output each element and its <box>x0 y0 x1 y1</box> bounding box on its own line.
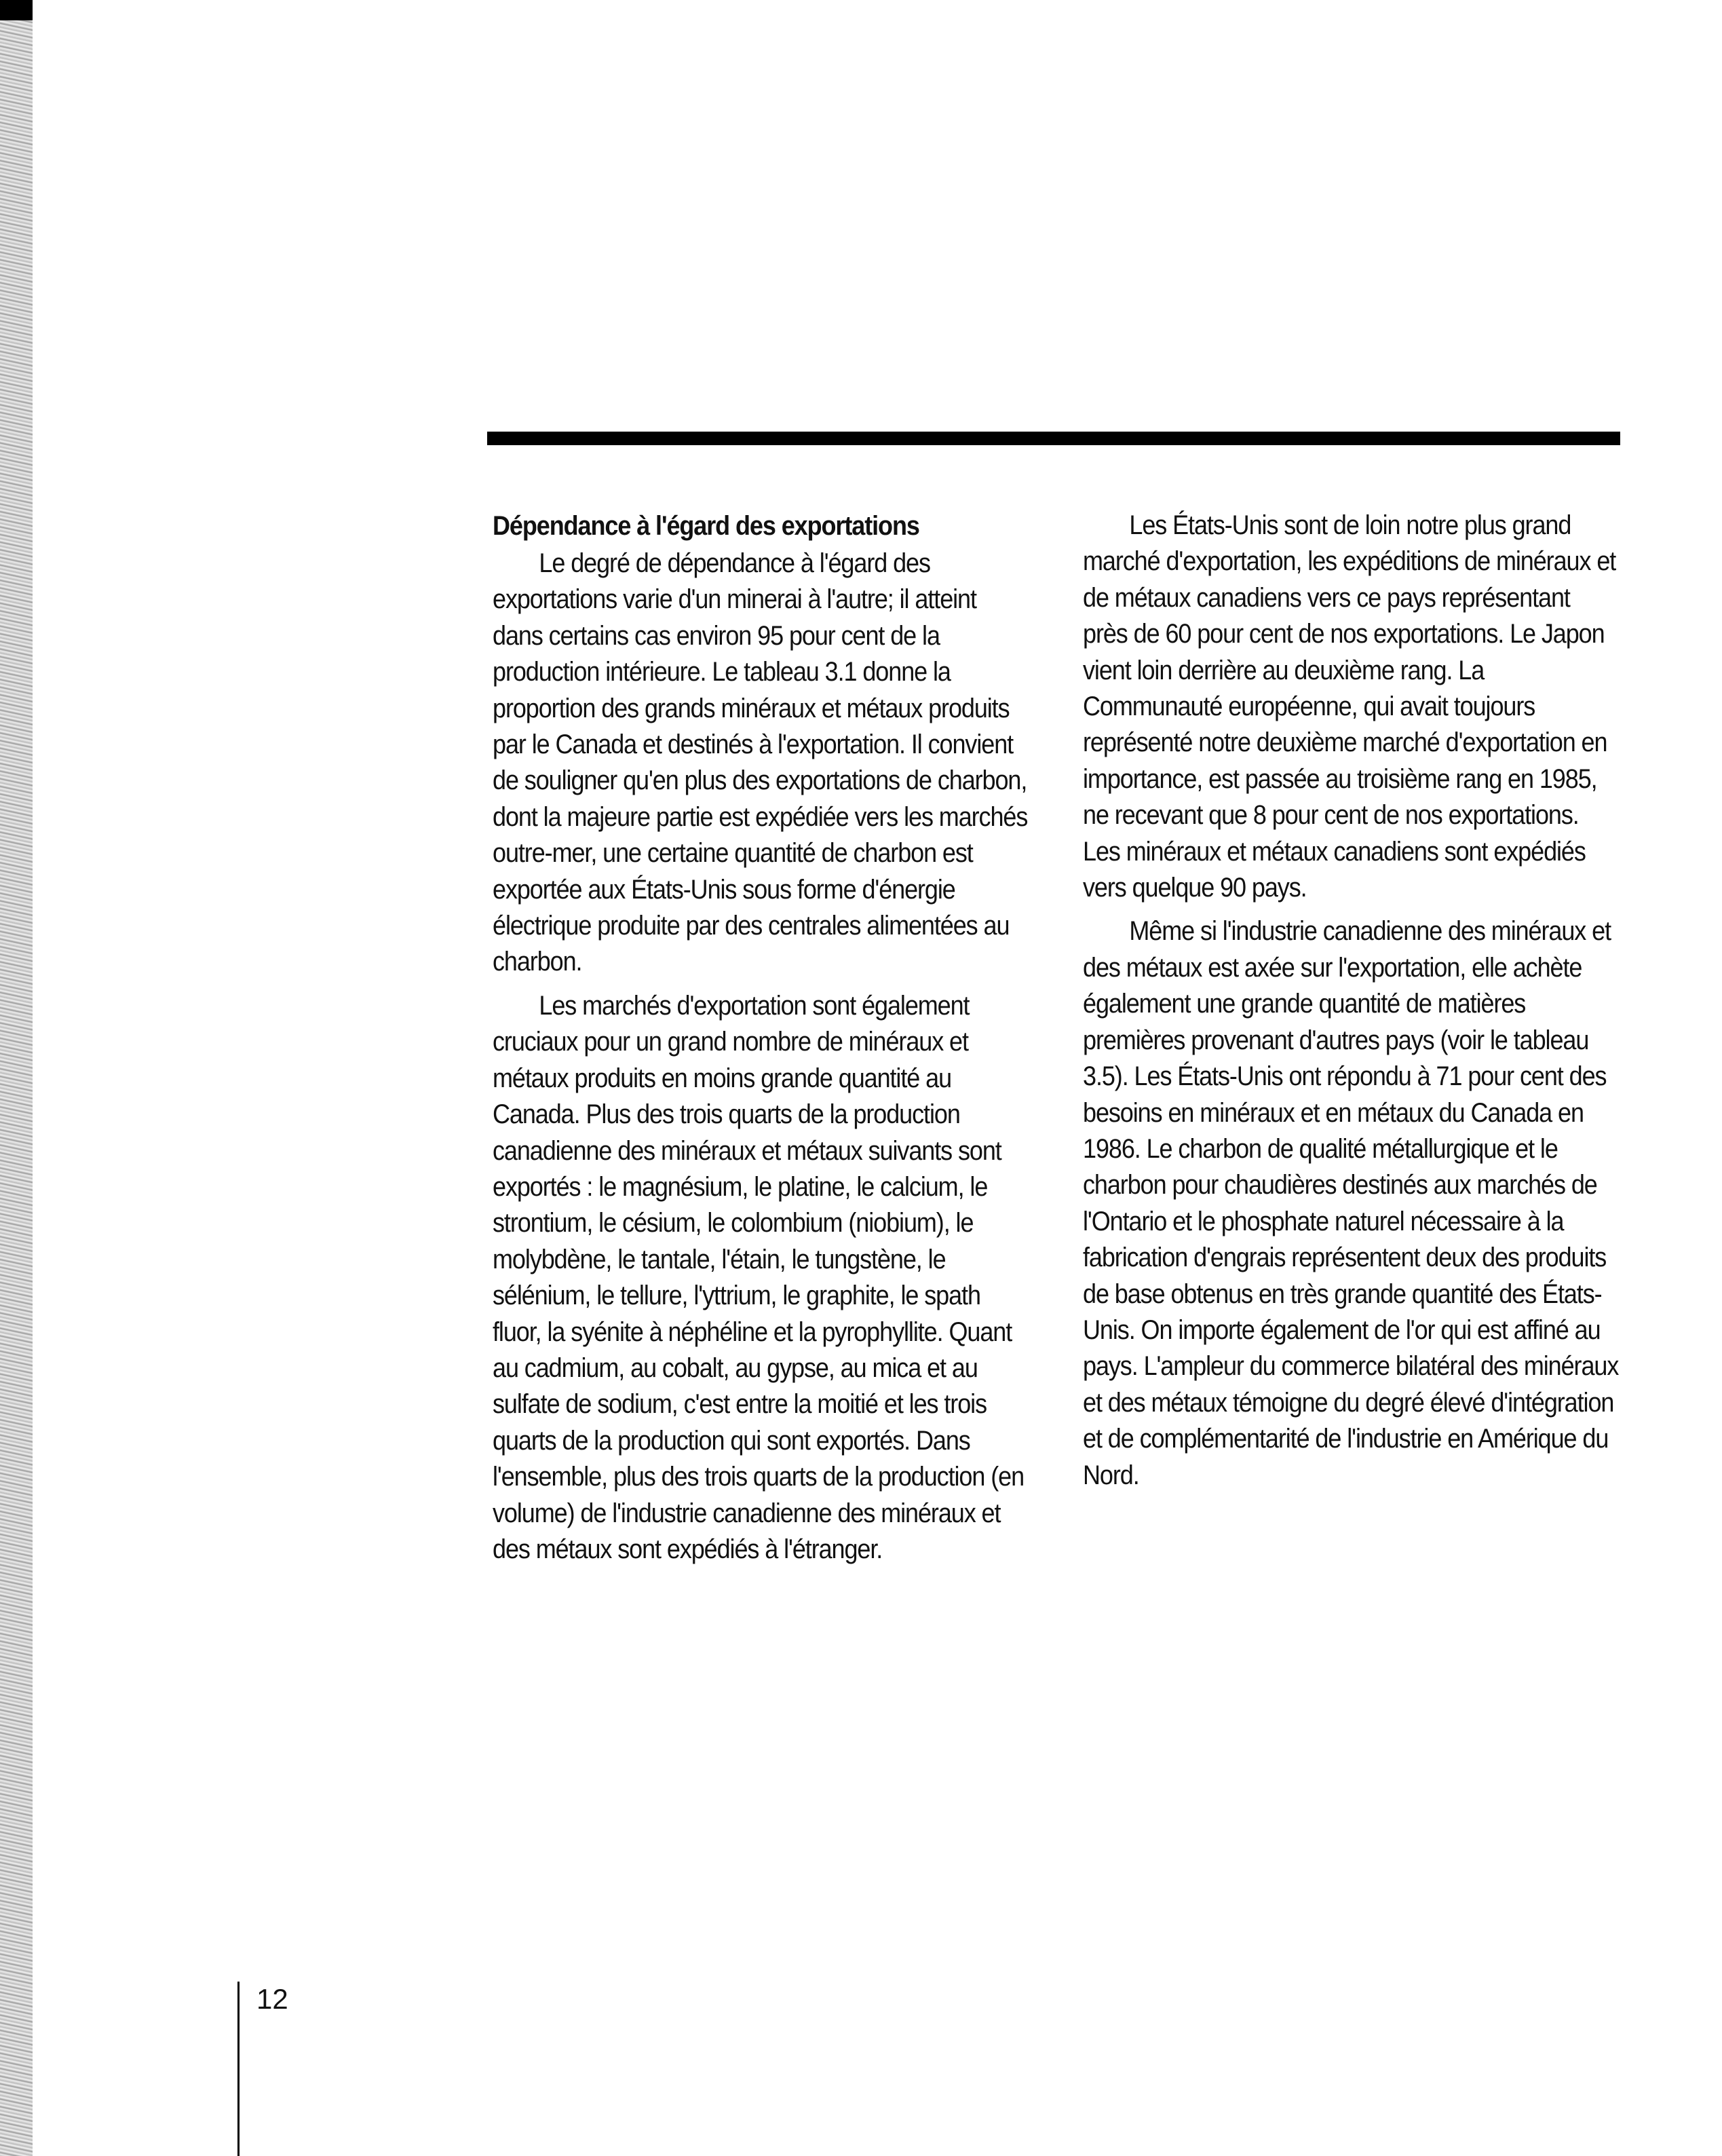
left-paragraph-1: Le degré de dépendance à l'égard des exportations varie d'un minerai à l'autre; il atteint dans certains cas environ 95 pour cent de la production intérieure. Le tableau 3.1 donne la proportion des grands minéraux et métaux produits par le Canada et destinés à l'exportation. Il convient de souligner qu'en plus des exportations de charbon, dont la majeure partie est expédiée vers les marchés outre-mer, une certaine quantité de charbon est exportée aux États-Unis sous forme d'énergie électrique produite par des centrales alimentées au charbon. <box>493 548 1028 977</box>
right-column <box>1083 508 1620 1501</box>
section-top-rule <box>487 432 1620 445</box>
left-column <box>493 508 1030 1575</box>
scan-corner-mark <box>0 0 33 20</box>
page-number-rule <box>237 1982 240 2156</box>
right-paragraph-2: Même si l'industrie canadienne des minéraux et des métaux est axée sur l'exportation, elle achète également une grande quantité de matières premières provenant d'autres pays (voir le tableau 3.5). Les États-Unis ont répondu à 71 pour cent des besoins en minéraux et en métaux du Canada en 1986. Le charbon de qualité métallurgique et le charbon pour chaudières destinés aux marchés de l'Ontario et le phosphate naturel nécessaire à la fabrication d'engrais représentent deux des produits de base obtenus en très grande quantité des États-Unis. On importe également de l'or qui est affiné au pays. L'ampleur du commerce bilatéral des minéraux et des métaux témoigne du degré élevé d'intégration et de complémentarité de l'industrie en Amérique du Nord. <box>1083 916 1619 1490</box>
section-heading: Dépendance à l'égard des exportations <box>493 511 919 541</box>
right-paragraph-1: Les États-Unis sont de loin notre plus grand marché d'exportation, les expéditions de minéraux et de métaux canadiens vers ce pays représentant près de 60 pour cent de nos exportations. Le Japon vient loin derrière au deuxième rang. La Communauté européenne, qui avait toujours représenté notre deuxième marché d'exportation en importance, est passée au troisième rang en 1985, ne recevant que 8 pour cent de nos exportations. Les minéraux et métaux canadiens sont expédiés vers quelque 90 pays. <box>1083 510 1616 903</box>
page-number: 12 <box>256 1983 288 2015</box>
left-paragraph-2: Les marchés d'exportation sont également cruciaux pour un grand nombre de minéraux et métaux produits en moins grande quantité au Canada. Plus des trois quarts de la production canadienne des minéraux et métaux suivants sont exportés : le magnésium, le platine, le calcium, le strontium, le césium, le colombium (niobium), le molybdène, le tantale, l'étain, le tungstène, le sélénium, le tellure, l'yttrium, le graphite, le spath fluor, la syénite à néphéline et la pyrophyllite. Quant au cadmium, au cobalt, au gypse, au mica et au sulfate de sodium, c'est entre la moitié et les trois quarts de la production qui sont exportés. Dans l'ensemble, plus des trois quarts de la production (en volume) de l'industrie canadienne des minéraux et des métaux sont expédiés à l'étranger. <box>493 990 1025 1564</box>
scanned-binding-edge <box>0 0 33 2156</box>
